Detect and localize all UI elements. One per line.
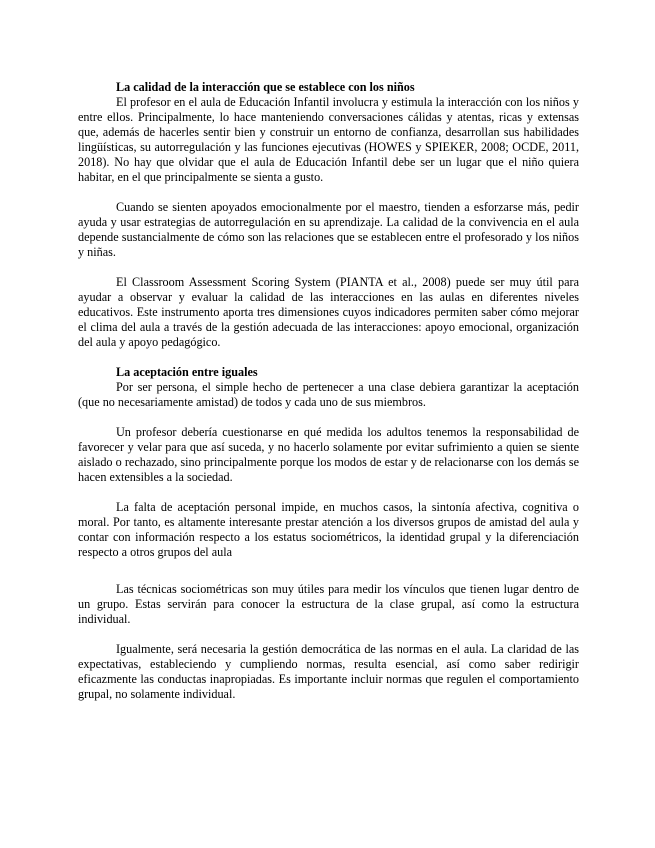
paragraph: Por ser persona, el simple hecho de pertenecer a una clase debiera garantizar la aceptación (que no necesariamente amistad) de todos y cada uno de sus miembros. bbox=[78, 380, 579, 409]
paragraph-gap bbox=[78, 485, 579, 500]
paragraph: Un profesor debería cuestionarse en qué medida los adultos tenemos la responsabilidad de favorecer y velar para que así suceda, y no hacerlo solamente por evitar sufrimiento a quien se siente aislado o rechazado, sino principalmente porque los modos de estar y de relacionarse con los demás se hacen extensibles a la sociedad. bbox=[78, 425, 579, 484]
paragraph: La falta de aceptación personal impide, en muchos casos, la sintonía afectiva, cognitiva o moral. Por tanto, es altamente interesante prestar atención a los diversos grupos de amistad del aula y contar con información respecto a los estatus sociométricos, la identidad grupal y la diferenciación respecto a otros grupos del aula bbox=[78, 500, 579, 559]
paragraph: Igualmente, será necesaria la gestión democrática de las normas en el aula. La claridad de las expectativas, estableciendo y cumpliendo normas, resulta esencial, así como saber redirigir eficazmente las conductas inapropiadas. Es importante incluir normas que regulen el comportamiento grupal, no solamente individual. bbox=[78, 642, 579, 701]
section-heading-peer-acceptance: La aceptación entre iguales bbox=[116, 365, 258, 379]
paragraph: Las técnicas sociométricas son muy útiles para medir los vínculos que tienen lugar dentro de un grupo. Estas servirán para conocer la estructura de la clase grupal, así como la estructura individual. bbox=[78, 582, 579, 626]
paragraph-gap bbox=[78, 185, 579, 200]
paragraph-gap bbox=[78, 350, 579, 365]
paragraph-gap bbox=[78, 627, 579, 642]
paragraph-gap bbox=[78, 260, 579, 275]
paragraph: Cuando se sienten apoyados emocionalmente por el maestro, tienden a esforzarse más, pedir ayuda y usar estrategias de autorregulación en su aprendizaje. La calidad de la convivencia en el aula depende sustancialmente de cómo son las relaciones que se establecen entre el profesorado y los niños y niñas. bbox=[78, 200, 579, 259]
paragraph-gap bbox=[78, 560, 579, 582]
paragraph: El profesor en el aula de Educación Infantil involucra y estimula la interacción con los niños y entre ellos. Principalmente, lo hace manteniendo conversaciones cálidas y atentas, ricas y extensas que, además de hacerles sentir bien y construir un entorno de confianza, desarrollan sus habilidades lingüísticas, su autorregulación y las funciones ejecutivas (HOWES y SPIEKER, 2008; OCDE, 2011, 2018). No hay que olvidar que el aula de Educación Infantil debe ser un lugar que el niño quiera habitar, en el que principalmente se sienta a gusto. bbox=[78, 95, 579, 184]
paragraph: El Classroom Assessment Scoring System (PIANTA et al., 2008) puede ser muy útil para ayudar a observar y evaluar la calidad de las interacciones en las aulas en diferentes niveles educativos. Este instrumento aporta tres dimensiones cuyos indicadores permiten saber cómo mejorar el clima del aula a través de la gestión adecuada de las interacciones: apoyo emocional, organización del aula y apoyo pedagógico. bbox=[78, 275, 579, 349]
document-page bbox=[78, 80, 579, 702]
paragraph-gap bbox=[78, 410, 579, 425]
section-heading-interaction-quality: La calidad de la interacción que se establece con los niños bbox=[116, 80, 415, 94]
